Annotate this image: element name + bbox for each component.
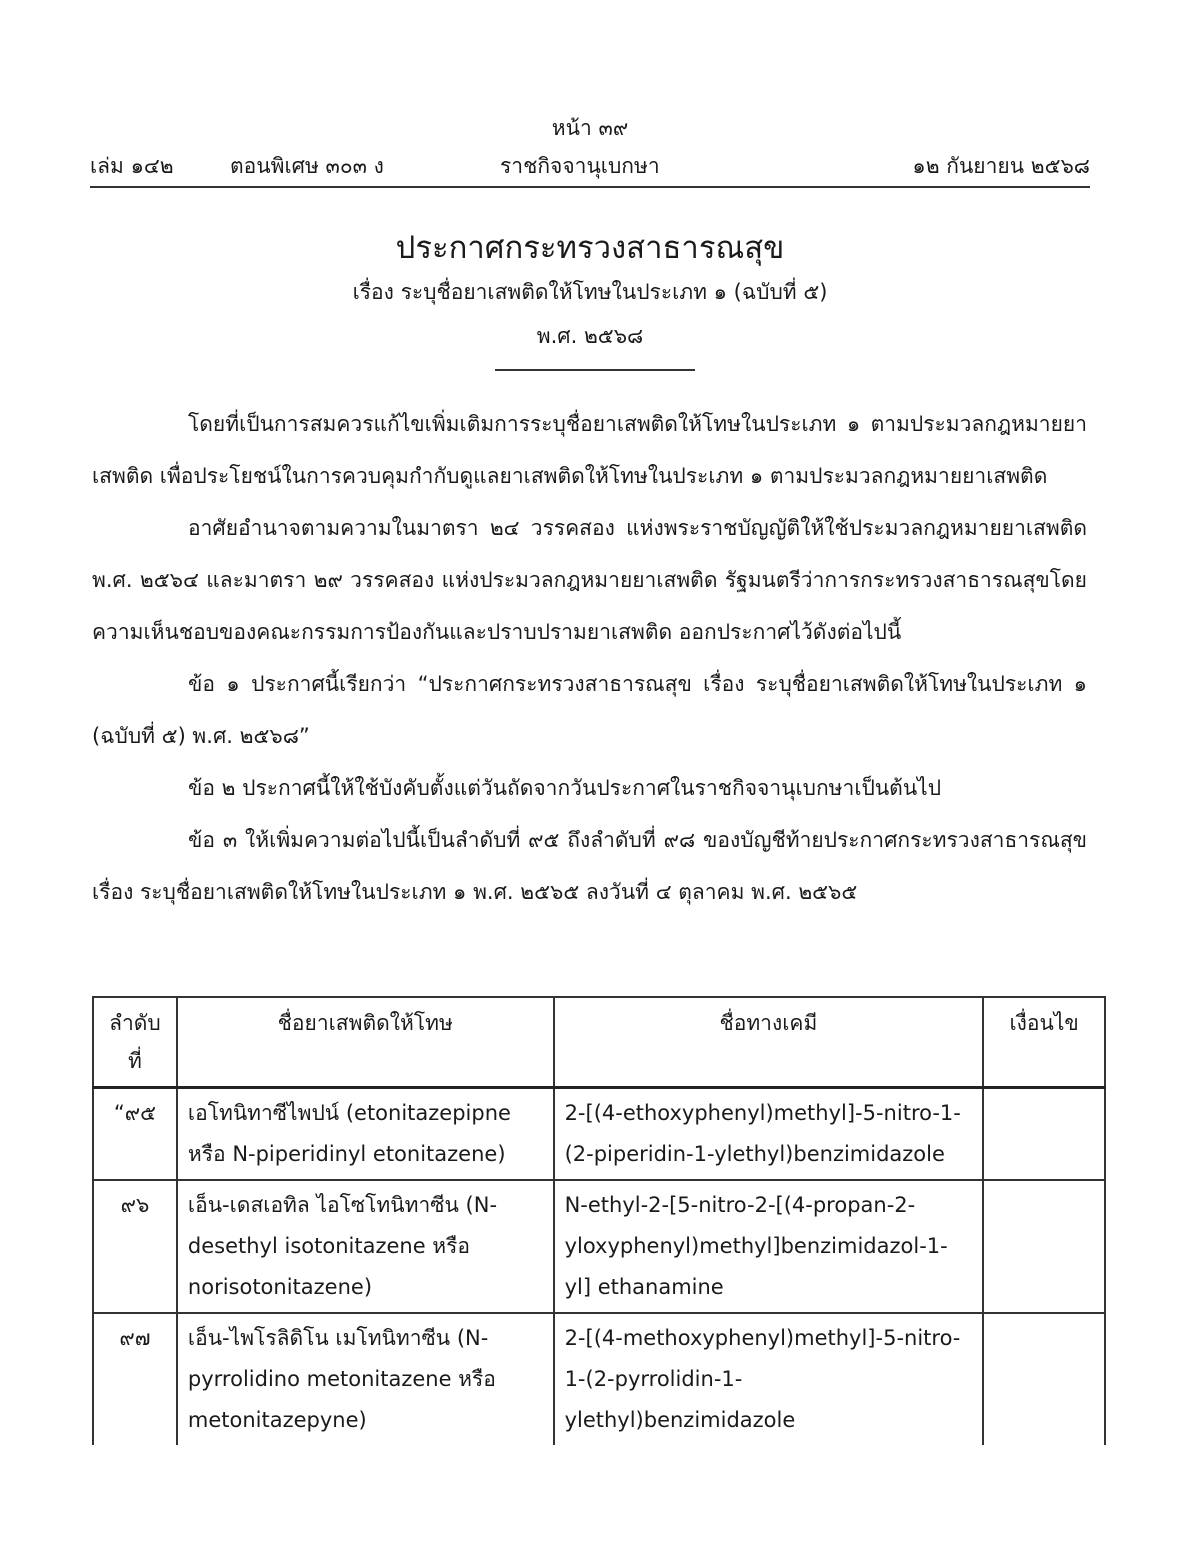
row-order: ๙๗ bbox=[93, 1313, 177, 1445]
title-divider bbox=[495, 369, 695, 371]
header-order: ลำดับที่ bbox=[93, 997, 177, 1088]
gazette-name: ราชกิจจานุเบกษา bbox=[500, 154, 660, 178]
publication-date: ๑๒ กันยายน ๒๕๖๘ bbox=[912, 154, 1090, 178]
document-body bbox=[92, 398, 1087, 918]
table-row bbox=[93, 1088, 1105, 1181]
paragraph-preamble: โดยที่เป็นการสมควรแก้ไขเพิ่มเติมการระบุชื่อยาเสพติดให้โทษในประเภท ๑ ตามประมวลกฎหมายยาเสพติด เพื่อประโยชน์ในการควบคุมกำกับดูแลยาเสพติดให้โทษในประเภท ๑ ตามประมวลกฎหมายยาเสพติด bbox=[92, 412, 1087, 488]
row-chemical-name: N-ethyl-2-[5-nitro-2-[(4-propan-2-yloxyphenyl)methyl]benzimidazol-1-yl] ethanamine bbox=[554, 1180, 984, 1313]
document-title: ประกาศกระทรวงสาธารณสุข bbox=[395, 230, 785, 266]
header-chemical-name: ชื่อทางเคมี bbox=[554, 997, 984, 1088]
volume-label: เล่ม ๑๔๒ bbox=[90, 154, 174, 178]
row-drug-name: เอโทนิทาซีไพปน์ (etonitazepipne หรือ N-piperidinyl etonitazene) bbox=[177, 1088, 554, 1181]
issue-label: ตอนพิเศษ ๓๐๓ ง bbox=[230, 154, 384, 178]
gazette-header bbox=[90, 150, 1090, 182]
document-subtitle: เรื่อง ระบุชื่อยาเสพติดให้โทษในประเภท ๑ (ฉบับที่ ๕) bbox=[352, 280, 828, 304]
header-condition: เงื่อนไข bbox=[983, 997, 1105, 1088]
row-condition bbox=[983, 1180, 1105, 1313]
row-condition bbox=[983, 1313, 1105, 1445]
paragraph-clause-3: ข้อ ๓ ให้เพิ่มความต่อไปนี้เป็นลำดับที่ ๙๕ ถึงลำดับที่ ๙๘ ของบัญชีท้ายประกาศกระทรวงสาธารณสุข เรื่อง ระบุชื่อยาเสพติดให้โทษในประเภท ๑ พ.ศ. ๒๕๖๕ ลงวันที่ ๔ ตุลาคม พ.ศ. ๒๕๖๕ bbox=[92, 828, 1087, 904]
paragraph-authority: อาศัยอำนาจตามความในมาตรา ๒๔ วรรคสอง แห่งพระราชบัญญัติให้ใช้ประมวลกฎหมายยาเสพติด พ.ศ. ๒๕๖๔ และมาตรา ๒๙ วรรคสอง แห่งประมวลกฎหมายยาเสพติด รัฐมนตรีว่าการกระทรวงสาธารณสุขโดยความเห็นชอบของคณะกรรมการป้องกันและปราบปรามยาเสพติด ออกประกาศไว้ดังต่อไปนี้ bbox=[92, 516, 1087, 644]
document-year: พ.ศ. ๒๕๖๘ bbox=[536, 324, 644, 348]
header-drug-name: ชื่อยาเสพติดให้โทษ bbox=[177, 997, 554, 1088]
table-row bbox=[93, 1180, 1105, 1313]
row-order: ๙๖ bbox=[93, 1180, 177, 1313]
paragraph-clause-1: ข้อ ๑ ประกาศนี้เรียกว่า “ประกาศกระทรวงสาธารณสุข เรื่อง ระบุชื่อยาเสพติดให้โทษในประเภท ๑ (ฉบับที่ ๕) พ.ศ. ๒๕๖๘” bbox=[92, 672, 1087, 748]
row-chemical-name: 2-[(4-methoxyphenyl)methyl]-5-nitro-1-(2-pyrrolidin-1-ylethyl)benzimidazole bbox=[554, 1313, 984, 1445]
table-header-row bbox=[93, 997, 1105, 1088]
narcotics-table bbox=[92, 996, 1106, 1445]
row-chemical-name: 2-[(4-ethoxyphenyl)methyl]-5-nitro-1-(2-piperidin-1-ylethyl)benzimidazole bbox=[554, 1088, 984, 1181]
row-order: “๙๕ bbox=[93, 1088, 177, 1181]
row-drug-name: เอ็น-ไพโรลิดิโน เมโทนิทาซีน (N-pyrrolidino metonitazene หรือ metonitazepyne) bbox=[177, 1313, 554, 1445]
row-condition bbox=[983, 1088, 1105, 1181]
table-row bbox=[93, 1313, 1105, 1445]
paragraph-clause-2: ข้อ ๒ ประกาศนี้ให้ใช้บังคับตั้งแต่วันถัดจากวันประกาศในราชกิจจานุเบกษาเป็นต้นไป bbox=[188, 776, 942, 800]
page-number: หน้า ๓๙ bbox=[551, 116, 629, 140]
header-divider bbox=[90, 186, 1090, 188]
row-drug-name: เอ็น-เดสเอทิล ไอโซโทนิทาซีน (N-desethyl isotonitazene หรือ norisotonitazene) bbox=[177, 1180, 554, 1313]
